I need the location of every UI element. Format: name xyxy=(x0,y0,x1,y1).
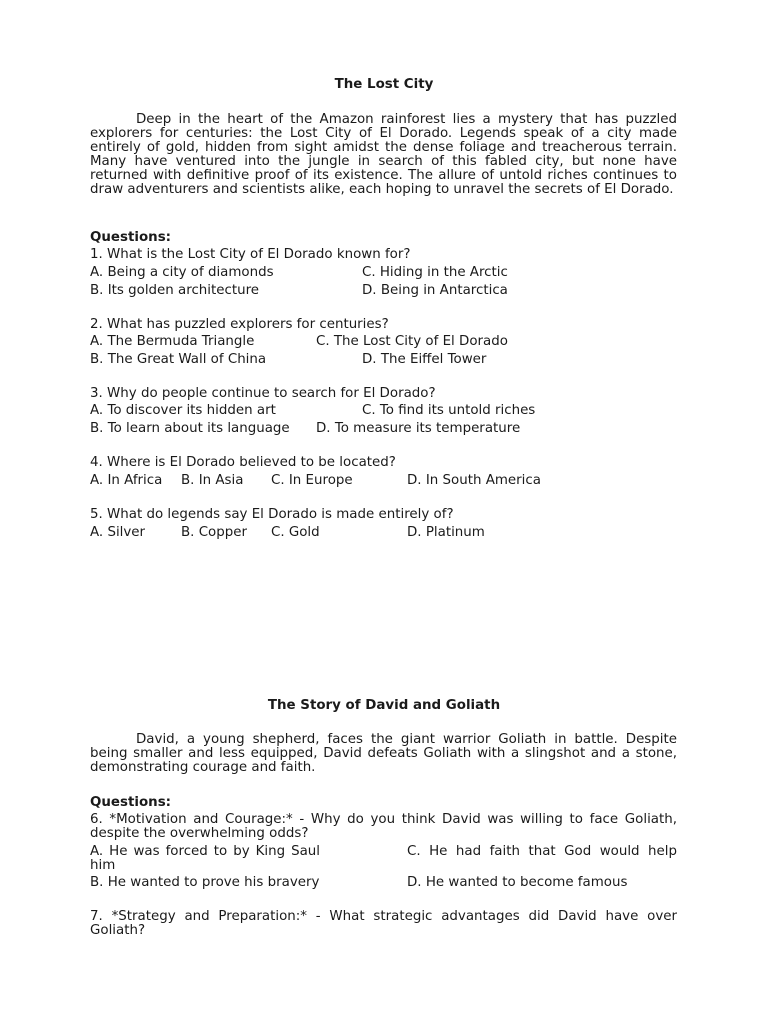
question-7: 7. *Strategy and Preparation:* - What strategic advantages did David have over Goliath? xyxy=(90,909,677,938)
question-5-option-b: B. Copper xyxy=(181,525,247,540)
question-3: 3. Why do people continue to search for El Dorado? xyxy=(90,386,436,401)
question-6-option-b: B. He wanted to prove his bravery xyxy=(90,875,320,890)
section-title-lost-city: The Lost City xyxy=(334,77,434,92)
question-6-option-a: A. He was forced to by King Saul him xyxy=(90,844,320,873)
question-1-option-d: D. Being in Antarctica xyxy=(362,283,508,298)
question-3-option-b: B. To learn about its language xyxy=(90,421,290,436)
question-4-option-b: B. In Asia xyxy=(181,473,244,488)
question-2-option-a: A. The Bermuda Triangle xyxy=(90,334,255,349)
section-title-david-goliath: The Story of David and Goliath xyxy=(267,698,501,713)
question-6: 6. *Motivation and Courage:* - Why do you think David was willing to face Goliath, despite the overwhelming odds? xyxy=(90,812,677,841)
question-4-option-d: D. In South America xyxy=(407,473,541,488)
question-2-option-b: B. The Great Wall of China xyxy=(90,352,267,367)
question-3-option-c: C. To find its untold riches xyxy=(362,403,536,418)
question-1-option-a: A. Being a city of diamonds xyxy=(90,265,274,280)
intro-paragraph-lost-city: Deep in the heart of the Amazon rainforest lies a mystery that has puzzled explorers for centuries: the Lost City of El Dorado. Legends speak of a city made entirely of gold, hidden from sight amidst the dense foliage and treacherous terrain. Many have ventured into the jungle in search of this fabled city, but none have returned with definitive proof of its existence. The allure of untold riches continues to draw adventurers and scientists alike, each hoping to unravel the secrets of El Dorado. xyxy=(90,112,677,197)
question-5-option-c: C. Gold xyxy=(271,525,320,540)
question-3-option-d: D. To measure its temperature xyxy=(316,421,521,436)
question-6-option-d: D. He wanted to become famous xyxy=(407,875,628,890)
intro-paragraph-david-goliath: David, a young shepherd, faces the giant warrior Goliath in battle. Despite being smaller and less equipped, David defeats Goliath with a slingshot and a stone, demonstrating courage and faith. xyxy=(90,732,677,775)
questions-heading-2: Questions: xyxy=(90,795,172,810)
question-1-option-b: B. Its golden architecture xyxy=(90,283,260,298)
question-1-option-c: C. Hiding in the Arctic xyxy=(362,265,508,280)
question-3-option-a: A. To discover its hidden art xyxy=(90,403,276,418)
question-1: 1. What is the Lost City of El Dorado known for? xyxy=(90,247,411,262)
questions-heading: Questions: xyxy=(90,230,172,245)
question-5-option-a: A. Silver xyxy=(90,525,146,540)
question-6-option-c: C. He had faith that God would help xyxy=(407,844,677,859)
question-5: 5. What do legends say El Dorado is made entirely of? xyxy=(90,507,454,522)
question-4: 4. Where is El Dorado believed to be located? xyxy=(90,455,396,470)
question-5-option-d: D. Platinum xyxy=(407,525,485,540)
question-2-option-d: D. The Eiffel Tower xyxy=(362,352,487,367)
question-2-option-c: C. The Lost City of El Dorado xyxy=(316,334,508,349)
question-4-option-c: C. In Europe xyxy=(271,473,353,488)
question-2: 2. What has puzzled explorers for centuries? xyxy=(90,317,389,332)
question-4-option-a: A. In Africa xyxy=(90,473,163,488)
